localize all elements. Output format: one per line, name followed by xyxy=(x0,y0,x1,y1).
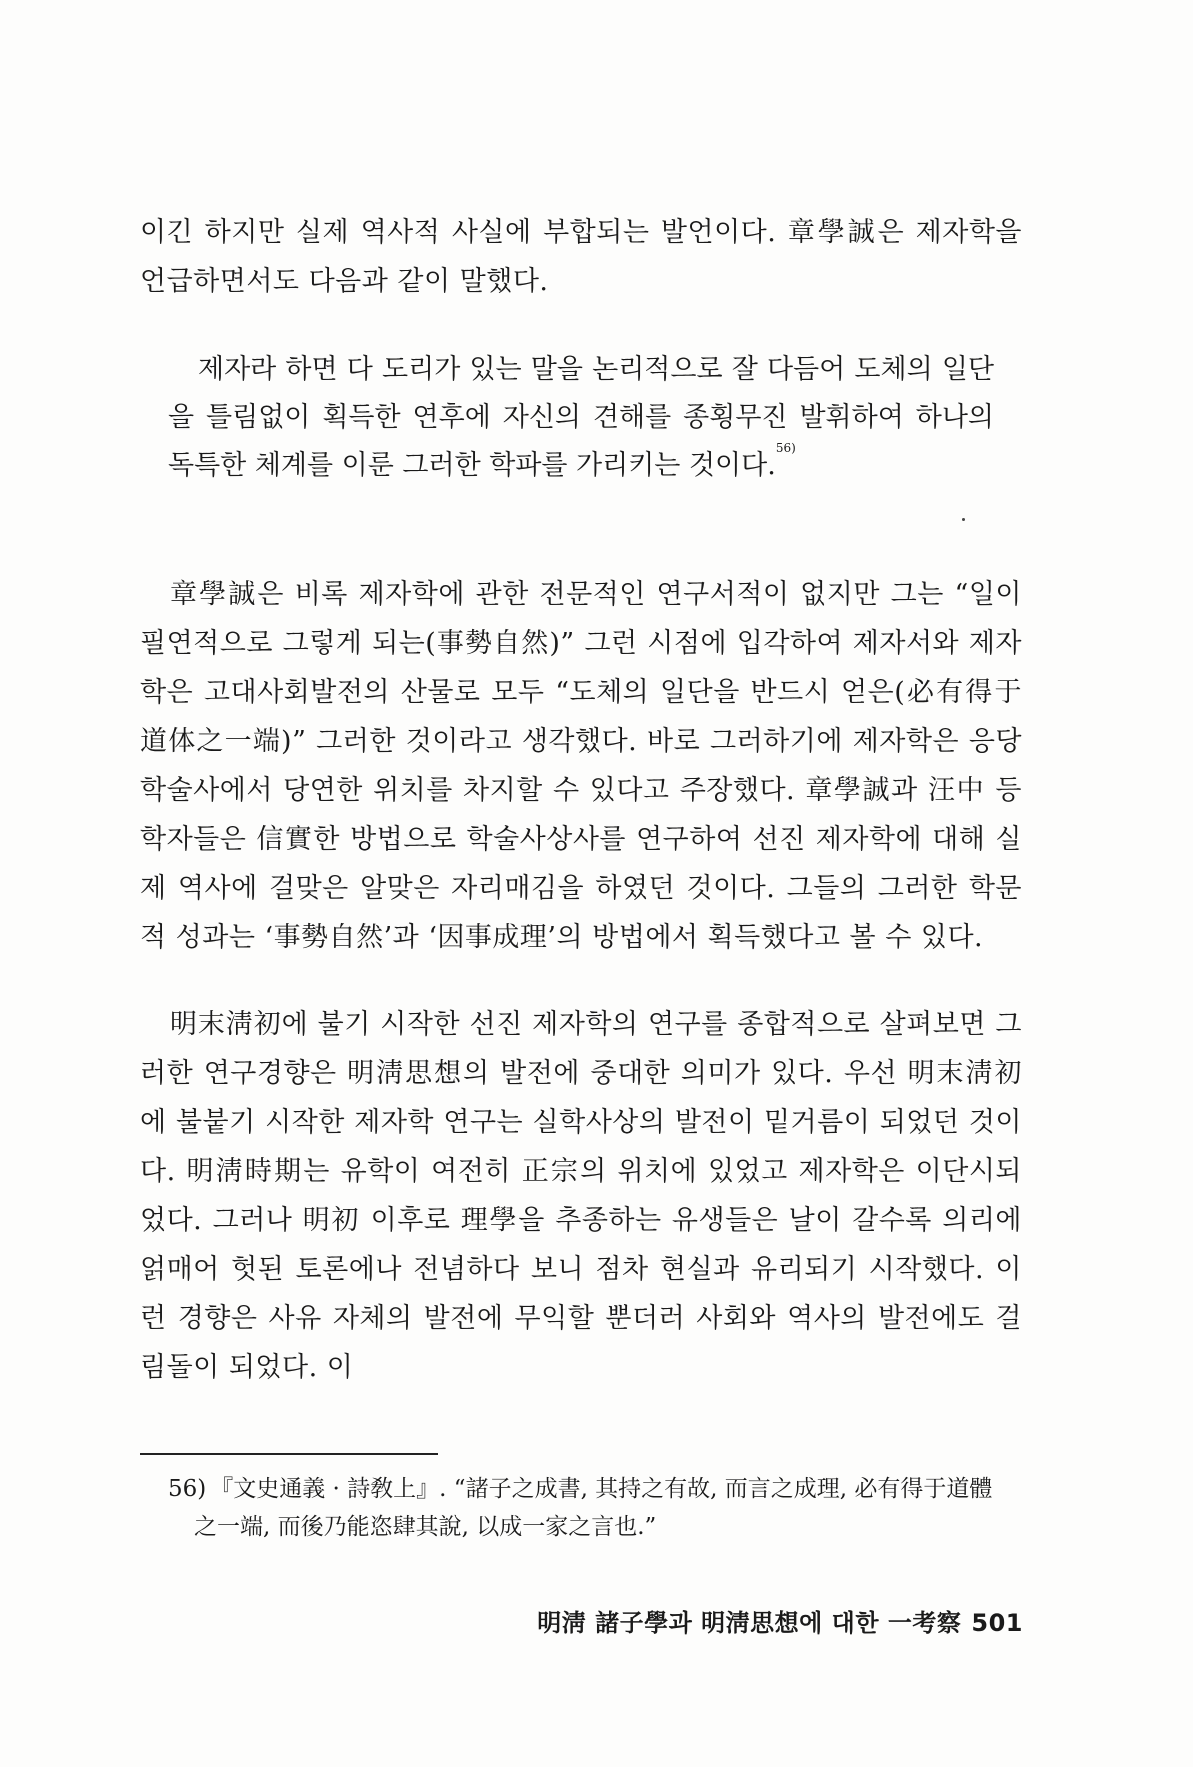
footnote-text-line1: 『文史通義 · 詩敎上』. “諸子之成書, 其持之有故, 而言之成理, 必有得于道體 xyxy=(210,1476,993,1502)
footnote-56 xyxy=(168,1470,1018,1546)
paragraph-ming-qing: 明末淸初에 불기 시작한 선진 제자학의 연구를 종합적으로 살펴보면 그러한 연구경향은 明淸思想의 발전에 중대한 의미가 있다. 우선 明末淸初에 불붙기 시작한 제자학 연구는 실학사상의 발전이 밑거름이 되었던 것이다. 明淸時期는 유학이 여전히 正宗의 위치에 있었고 제자학은 이단시되었다. 그러나 明初 이후로 理學을 추종하는 유생들은 날이 갈수록 의리에 얽매어 헛된 토론에나 전념하다 보니 점차 현실과 유리되기 시작했다. 이런 경향은 사유 자체의 발전에 무익할 뿐더러 사회와 역사의 발전에도 걸림돌이 되었다. 이 xyxy=(140,1009,1022,1383)
footnote-text-line2: 之一端, 而後乃能恣肆其說, 以成一家之言也.” xyxy=(194,1514,657,1540)
footnote-divider xyxy=(140,1453,438,1455)
running-footer xyxy=(537,1603,1023,1638)
stray-dot-mark xyxy=(962,518,965,521)
footnote-reference: 56) xyxy=(775,441,796,455)
paragraph-zhang-xuecheng: 章學誠은 비록 제자학에 관한 전문적인 연구서적이 없지만 그는 “일이 필연적으로 그렇게 되는(事勢自然)” 그런 시점에 입각하여 제자서와 제자학은 고대사회발전의 산물로 모두 “도체의 일단을 반드시 얻은(必有得于道体之一端)” 그러한 것이라고 생각했다. 바로 그러하기에 제자학은 응당 학술사에서 당연한 위치를 차지할 수 있다고 주장했다. 章學誠과 汪中 등 학자들은 信實한 방법으로 학술사상사를 연구하여 선진 제자학에 대해 실제 역사에 걸맞은 알맞은 자리매김을 하였던 것이다. 그들의 그러한 학문적 성과는 ‘事勢自然’과 ‘因事成理’의 방법에서 획득했다고 볼 수 있다. xyxy=(140,579,1022,953)
running-title: 明淸 諸子學과 明淸思想에 대한 一考察 xyxy=(537,1609,962,1637)
paragraph-intro: 이긴 하지만 실제 역사적 사실에 부합되는 발언이다. 章學誠은 제자학을 언급하면서도 다음과 같이 말했다. xyxy=(140,217,1022,297)
block-quote xyxy=(168,346,994,490)
footnote-number: 56) xyxy=(168,1476,207,1502)
page-number: 501 xyxy=(971,1609,1023,1637)
block-quote-text: 제자라 하면 다 도리가 있는 말을 논리적으로 잘 다듬어 도체의 일단을 틀림없이 획득한 연후에 자신의 견해를 종횡무진 발휘하여 하나의 독특한 체계를 이룬 그러한 학파를 가리키는 것이다. xyxy=(168,354,994,481)
